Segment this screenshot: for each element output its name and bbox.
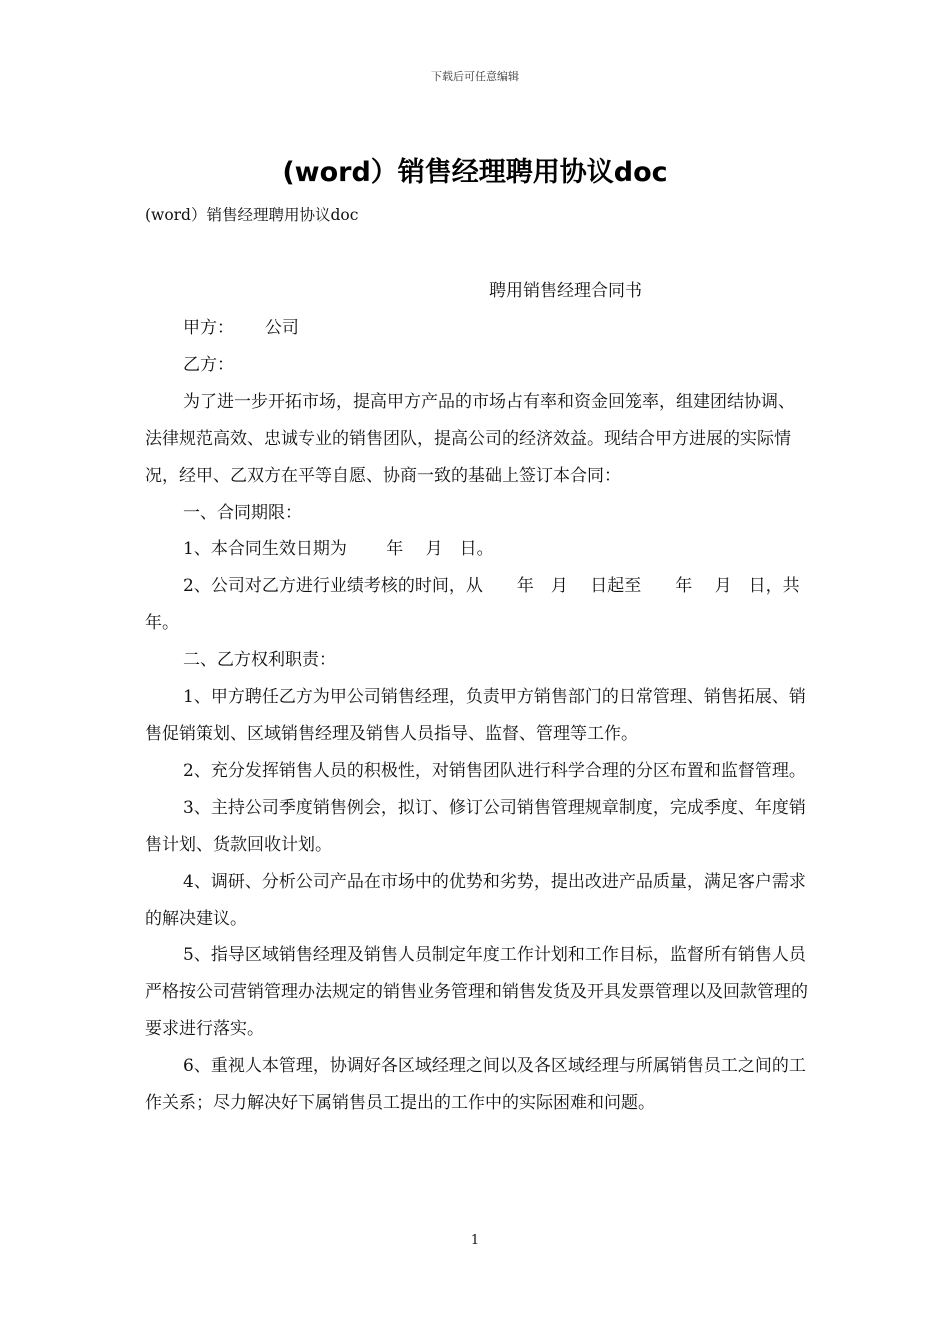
party-b-line: 乙方：: [183, 354, 234, 375]
page-number: 1: [470, 1233, 480, 1248]
clause-paragraph: 6、重视人本管理，协调好各区域经理之间以及各区域经理与所属销售员工之间的工作关系；尽力解决好下属销售员工提出的工作中的实际困难和问题。: [145, 1056, 806, 1114]
contract-body: [145, 310, 817, 1122]
clause-paragraph: 3、主持公司季度销售例会，拟订、修订公司销售管理规章制度，完成季度、年度销售计划、货款回收计划。: [145, 797, 806, 855]
section-heading: 一、合同期限：: [183, 502, 302, 523]
clause-paragraph: 1、甲方聘任乙方为甲公司销售经理，负责甲方销售部门的日常管理、销售拓展、销售促销策划、区域销售经理及销售人员指导、监督、管理等工作。: [145, 687, 806, 744]
contract-heading: 聘用销售经理合同书: [489, 281, 642, 301]
party-a-line: 甲方： 公司: [183, 318, 299, 338]
document-title: (word）销售经理聘用协议doc: [282, 157, 668, 188]
clause-paragraph: 1、本合同生效日期为 年 月 日。: [183, 539, 494, 560]
clause-paragraph: 5、指导区域销售经理及销售人员制定年度工作计划和工作目标，监督所有销售人员严格按公司营销管理办法规定的销售业务管理和销售发货及开具发票管理以及回款管理的要求进行落实。: [145, 945, 808, 1040]
document-subtitle: (word）销售经理聘用协议doc: [145, 206, 359, 224]
section-heading: 二、乙方权利职责：: [183, 650, 336, 671]
clause-paragraph: 2、充分发挥销售人员的积极性，对销售团队进行科学合理的分区布置和监督管理。: [183, 760, 806, 781]
clause-paragraph: 4、调研、分析公司产品在市场中的优势和劣势，提出改进产品质量，满足客户需求的解决建议。: [145, 871, 806, 929]
preamble-paragraph: 为了进一步开拓市场，提高甲方产品的市场占有率和资金回笼率，组建团结协调、法律规范高效、忠诚专业的销售团队，提高公司的经济效益。现结合甲方进展的实际情况，经甲、乙双方在平等自愿、协商一致的基础上签订本合同：: [145, 391, 795, 486]
page-header-note: 下载后可任意编辑: [431, 70, 519, 83]
clause-paragraph: 2、公司对乙方进行业绩考核的时间，从 年 月 日起至 年 月 日，共 年。: [145, 576, 817, 634]
